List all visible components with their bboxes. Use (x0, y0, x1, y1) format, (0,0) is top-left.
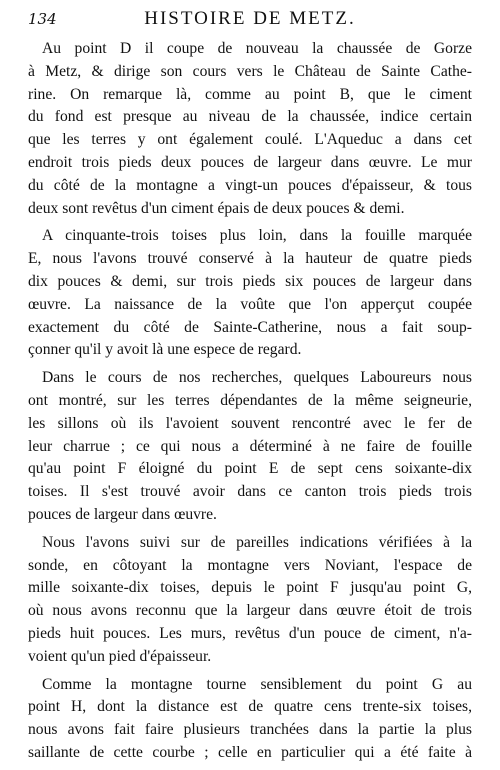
text-line: dix pouces & demi, sur trois pieds six pouces de largeur dans (28, 272, 472, 290)
page-header (28, 8, 472, 32)
paragraph-2 (28, 225, 472, 362)
text-line: voient qu'un pied d'épaisseur. (28, 647, 212, 665)
text-line: à Metz, & dirige son cours vers le Château de Sainte Cathe- (28, 62, 472, 80)
text-line: où nous avons reconnu que la largeur dans œuvre étoit de trois (28, 602, 472, 620)
text-line: E, nous l'avons trouvé conservé à la hauteur de quatre pieds (28, 250, 472, 268)
text-line: point H, dont la distance est de quatre cens trente-six toises, (28, 698, 472, 716)
text-line: rine. On remarque là, comme au point B, que le ciment (28, 85, 472, 103)
text-line: nous avons fait faire plusieurs tranchées dans la partie la plus (28, 721, 472, 739)
text-line: que les terres y ont également coulé. L'Aqueduc a dans cet (28, 131, 472, 149)
running-title: HISTOIRE DE METZ. (144, 8, 356, 29)
text-line: çonner qu'il y avoit là une espece de regard. (28, 341, 302, 359)
text-line: exactement du côté de Sainte-Catherine, nous a fait soup- (28, 318, 472, 336)
page-number: 134 (28, 10, 57, 28)
text-line: mille soixante-dix toises, depuis le point F jusqu'au point G, (28, 579, 472, 597)
text-line: Nous l'avons suivi sur de pareilles indications vérifiées à la (42, 533, 472, 551)
text-line: ont montré, sur les terres dépendantes de la même seigneurie, (28, 391, 472, 409)
text-line: Au point D il coupe de nouveau la chaussée de Gorze (42, 40, 472, 57)
paragraph-4 (28, 532, 472, 669)
body-text (28, 38, 472, 770)
text-line: pieds huit pouces. Les murs, revêtus d'un pouce de ciment, n'a- (28, 624, 472, 642)
text-line: du fond est presque au niveau de la chaussée, indice certain (28, 108, 472, 126)
text-line: qu'au point F éloigné du point E de sept cens soixante-dix (28, 460, 472, 478)
text-line: A cinquante-trois toises plus loin, dans la fouille marquée (42, 227, 472, 245)
text-line: sonde, en côtoyant la montagne vers Noviant, l'espace de (28, 556, 472, 574)
text-line: saillante de cette courbe ; celle en particulier qui a été faite à (28, 743, 472, 761)
text-line: deux sont revêtus d'un ciment épais de deux pouces & demi. (28, 199, 405, 217)
paragraph-1 (28, 38, 472, 220)
text-line: toises. Il s'est trouvé avoir dans ce canton trois pieds trois (28, 483, 472, 501)
text-line: pouces de largeur dans œuvre. (28, 505, 217, 523)
text-line: endroit trois pieds deux pouces de largeur dans œuvre. Le mur (28, 153, 472, 171)
paragraph-5 (28, 674, 472, 765)
paragraph-3 (28, 367, 472, 527)
text-line: du côté de la montagne a vingt-un pouces d'épaisseur, & tous (28, 176, 472, 194)
text-line: Comme la montagne tourne sensiblement du point G au (42, 675, 472, 693)
text-line: Dans le cours de nos recherches, quelques Laboureurs nous (42, 369, 472, 387)
text-line: œuvre. La naissance de la voûte que l'on apperçut coupée (28, 295, 472, 313)
text-line: leur charrue ; ce qui nous a déterminé à ne faire de fouille (28, 437, 472, 455)
text-line: les sillons où ils l'avoient souvent rencontré avec le fer de (28, 414, 472, 432)
